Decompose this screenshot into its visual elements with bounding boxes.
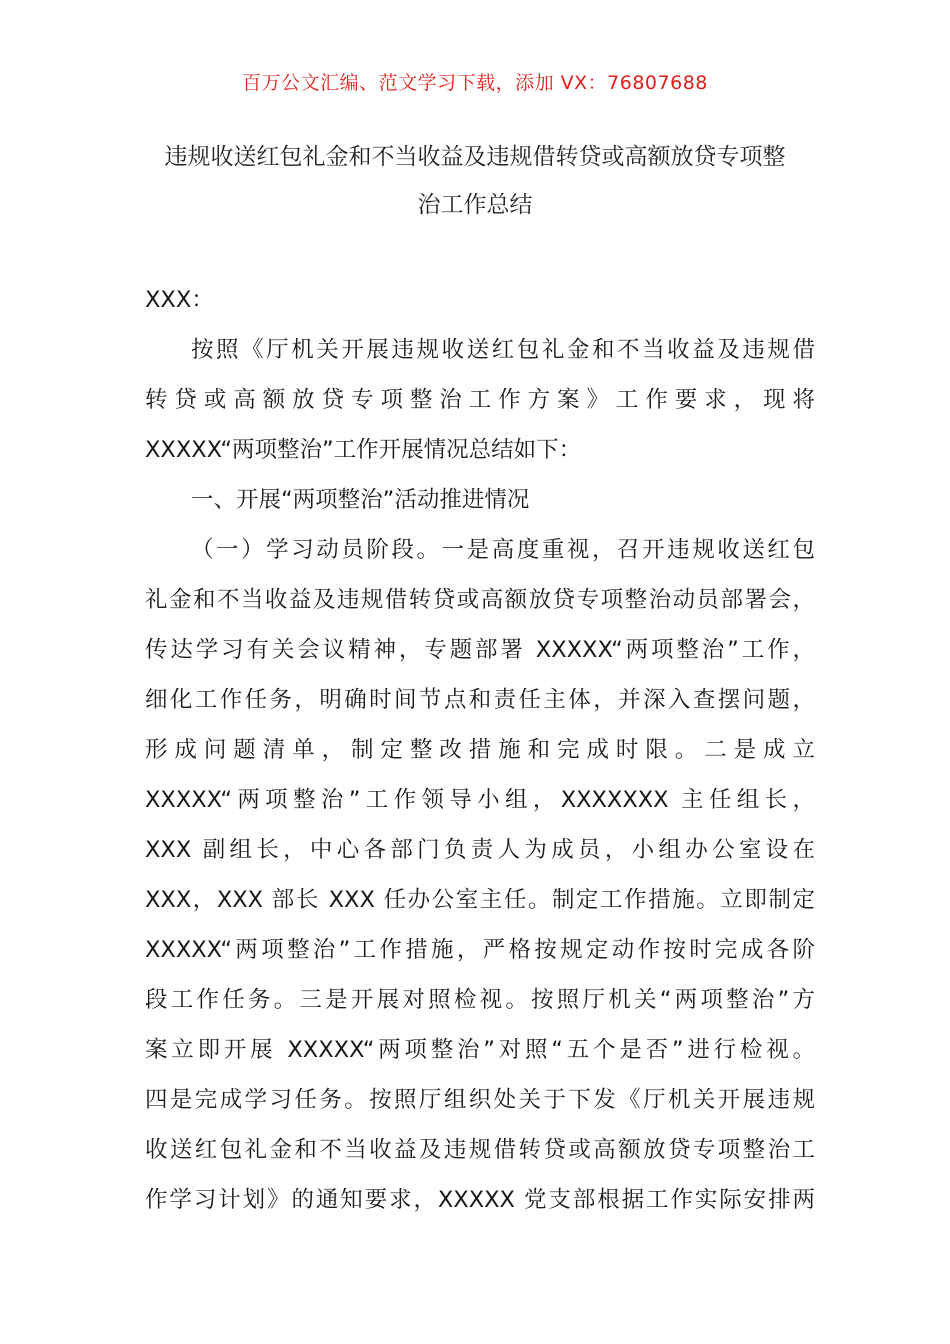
body-line: 段工作任务。三是开展对照检视。按照厅机关“两项整治”方 [145,987,815,1013]
body-line: XXXXX“两项整治”工作措施，严格按规定动作按时完成各阶 [145,937,815,963]
section-heading: 一、开展“两项整治”活动推进情况 [191,487,530,513]
body-line: 礼金和不当收益及违规借转贷或高额放贷专项整治动员部署会， [145,587,815,613]
body-line: XXX，XXX 部长 XXX 任办公室主任。制定工作措施。立即制定 [145,887,815,913]
document-title [100,133,850,229]
body-line: 按照《厅机关开展违规收送红包礼金和不当收益及违规借 [191,337,815,363]
body-line: XXX 副组长，中心各部门负责人为成员，小组办公室设在 [145,837,815,863]
body-line: XXXXX“两项整治”工作开展情况总结如下： [145,437,582,463]
body-line: 形成问题清单，制定整改措施和完成时限。二是成立 [145,737,815,763]
title-line-2: 治工作总结 [417,192,533,218]
body-line: 案立即开展 XXXXX“两项整治”对照“五个是否”进行检视。 [145,1037,815,1063]
title-line-1: 违规收送红包礼金和不当收益及违规借转贷或高额放贷专项整 [164,144,786,170]
watermark-header: 百万公文汇编、范文学习下载，添加 VX：76807688 [242,72,708,94]
body-line: 作学习计划》的通知要求，XXXXX 党支部根据工作实际安排两 [145,1187,815,1213]
body-line: （一）学习动员阶段。一是高度重视，召开违规收送红包 [191,537,815,563]
body-line: 四是完成学习任务。按照厅组织处关于下发《厅机关开展违规 [145,1087,815,1113]
body-line: XXXXX“两项整治”工作领导小组，XXXXXXX 主任组长， [145,787,815,813]
body-line: 转贷或高额放贷专项整治工作方案》工作要求，现将 [145,387,815,413]
body-line: 细化工作任务，明确时间节点和责任主体，并深入查摆问题， [145,687,815,713]
body-line: 传达学习有关会议精神，专题部署 XXXXX“两项整治”工作， [145,637,815,663]
body-line: 收送红包礼金和不当收益及违规借转贷或高额放贷专项整治工 [145,1137,815,1163]
document-body [145,275,815,1225]
salutation: XXX： [145,287,214,313]
